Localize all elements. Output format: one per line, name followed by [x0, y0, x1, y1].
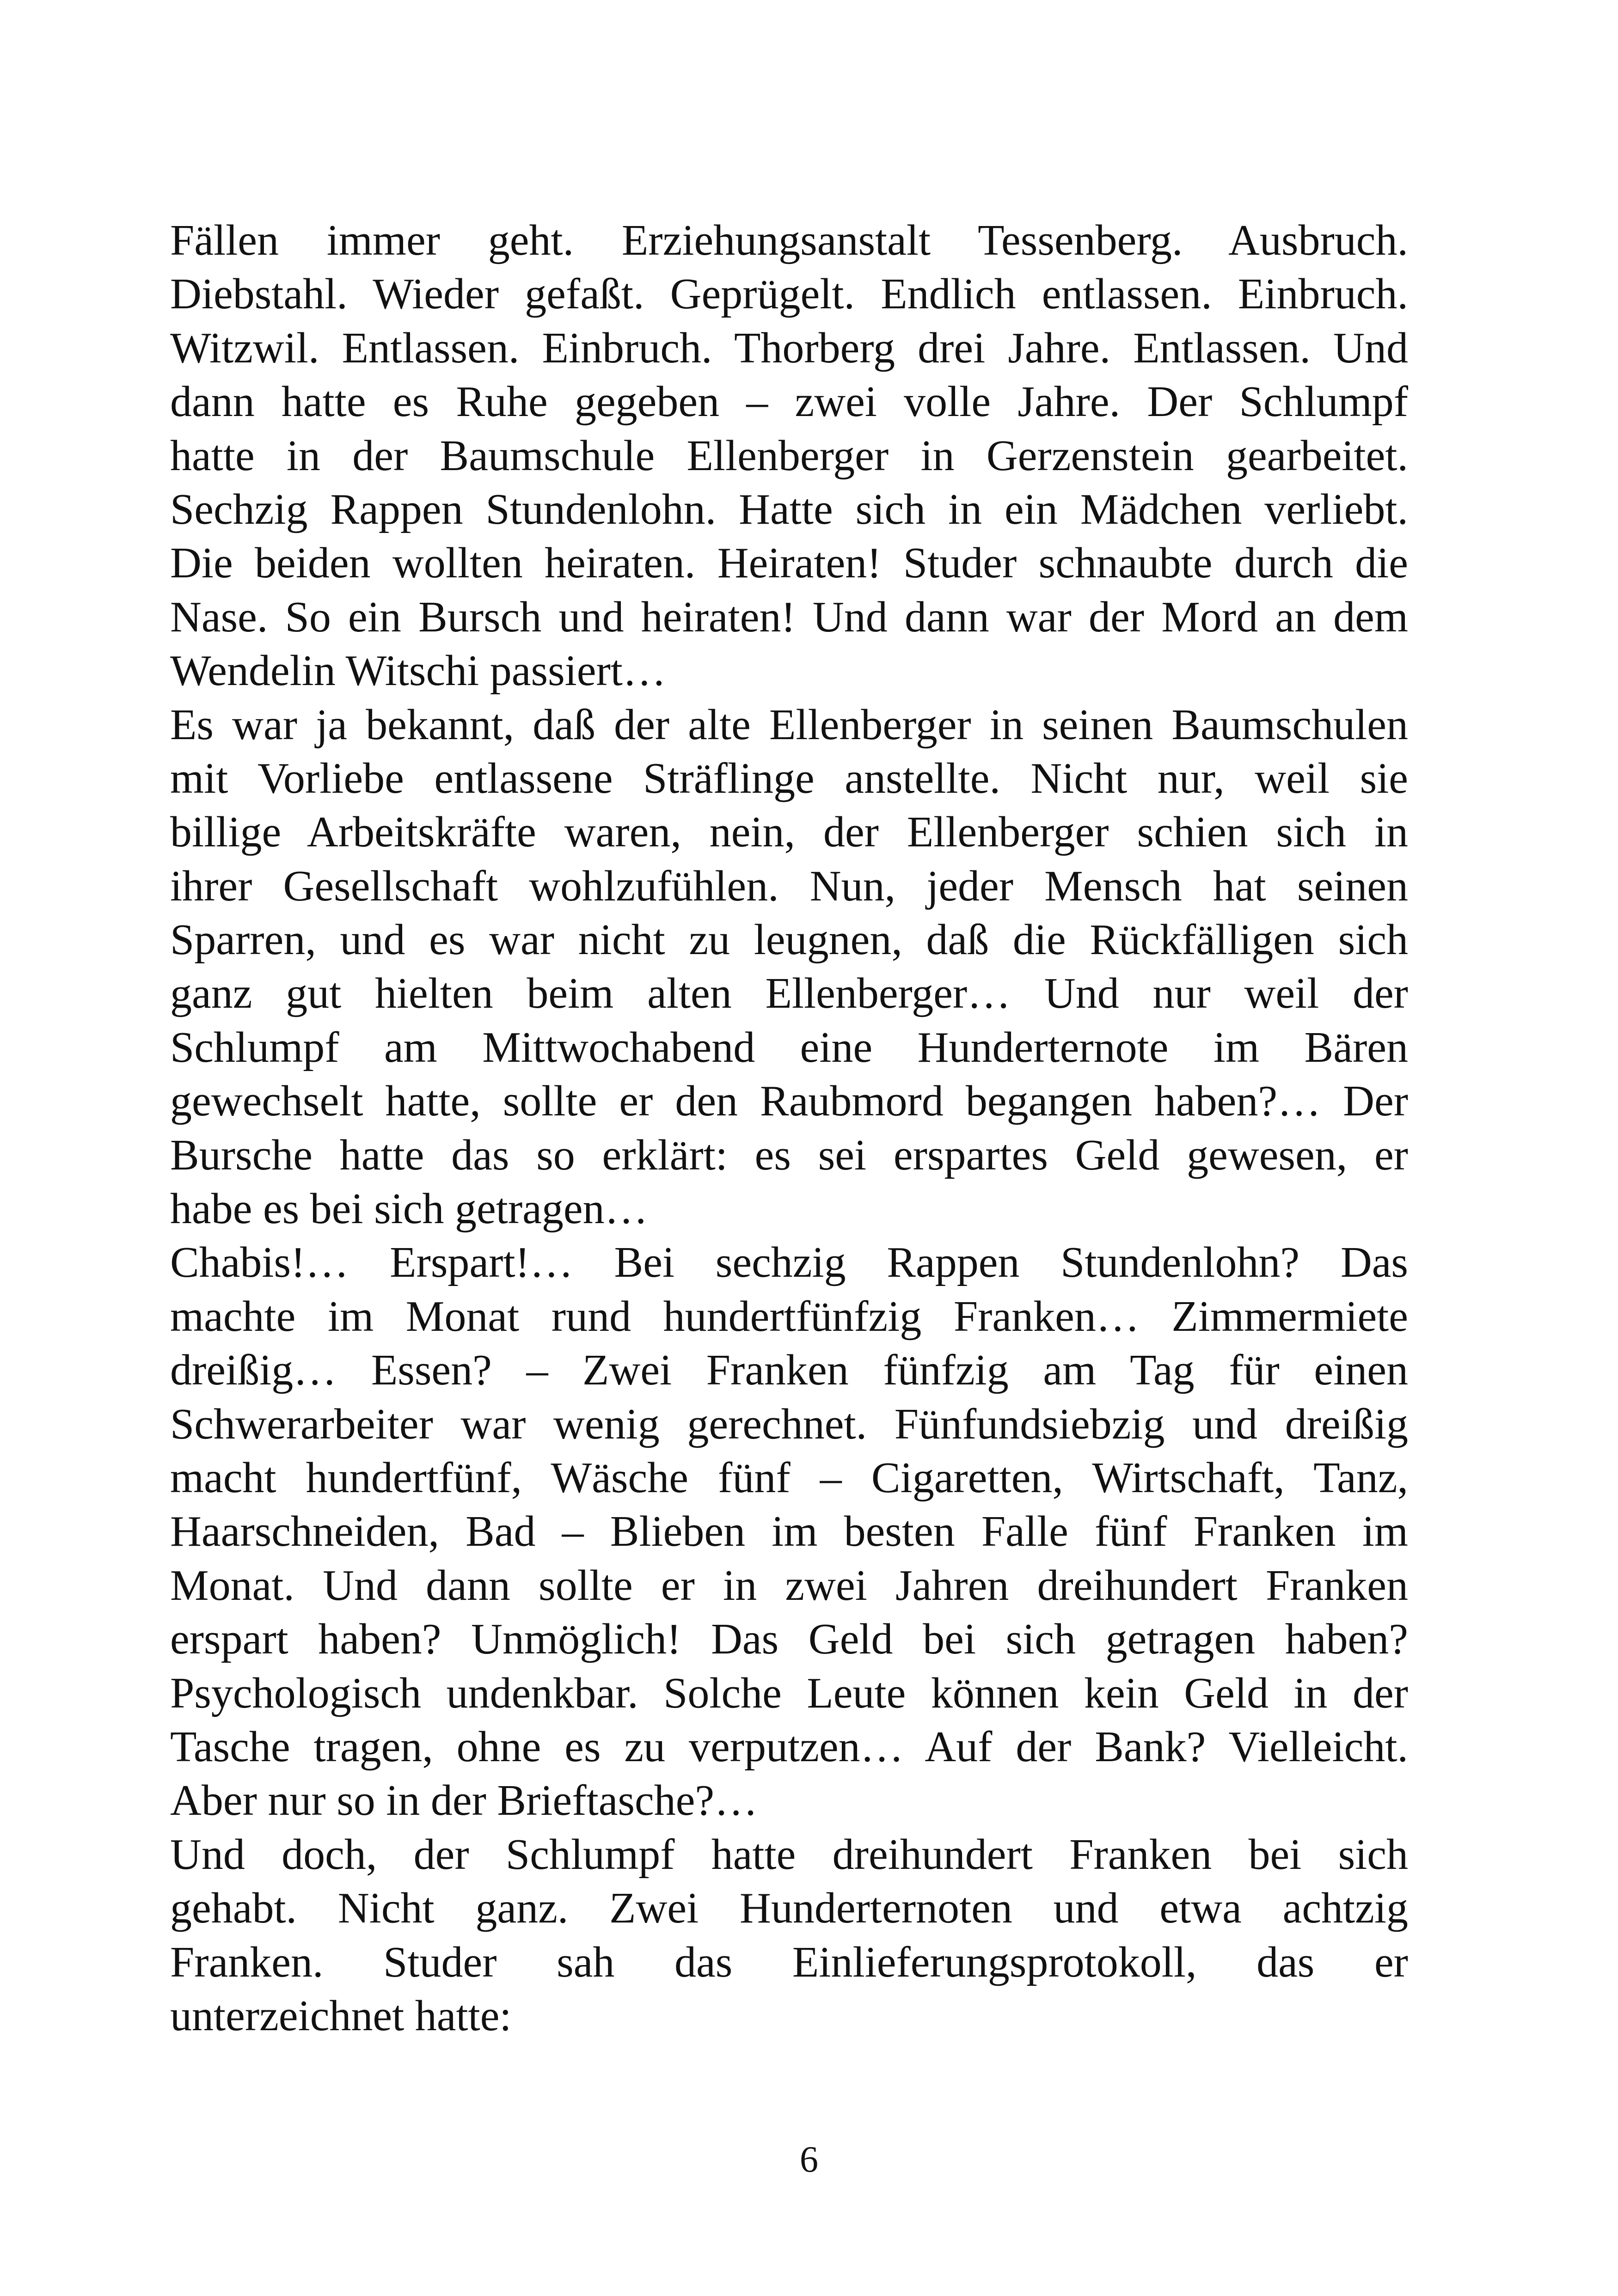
text-line: Monat. Und dann sollte er in zwei Jahren dreihundert Franken [170, 1561, 1408, 1610]
text-line: Tasche tragen, ohne es zu verputzen… Auf der Bank? Vielleicht. [170, 1722, 1408, 1771]
text-line: Fällen immer geht. Erziehungsanstalt Tessenberg. Ausbruch. [170, 216, 1408, 264]
text-line: Schlumpf am Mittwochabend eine Hunderternote im Bären [170, 1023, 1408, 1071]
text-line: dreißig… Essen? – Zwei Franken fünfzig am Tag für einen [170, 1346, 1408, 1395]
text-line: Sparren, und es war nicht zu leugnen, daß die Rückfälligen sich [170, 916, 1408, 964]
text-line: dann hatte es Ruhe gegeben – zwei volle Jahre. Der Schlumpf [170, 378, 1408, 426]
text-line: machte im Monat rund hundertfünfzig Franken… Zimmermiete [170, 1292, 1408, 1341]
text-line: Nase. So ein Bursch und heiraten! Und dann war der Mord an dem [170, 593, 1408, 641]
text-line: Es war ja bekannt, daß der alte Ellenberger in seinen Baumschulen [170, 700, 1408, 749]
paragraph-3 [170, 1236, 1408, 1827]
text-line: Und doch, der Schlumpf hatte dreihundert Franken bei sich [170, 1830, 1408, 1879]
text-line: gehabt. Nicht ganz. Zwei Hunderternoten und etwa achtzig [170, 1884, 1408, 1933]
text-line: Psychologisch undenkbar. Solche Leute können kein Geld in der [170, 1669, 1408, 1717]
page-number: 6 [800, 2139, 818, 2180]
text-line: erspart haben? Unmöglich! Das Geld bei sich getragen haben? [170, 1615, 1408, 1664]
text-line: habe es bei sich getragen… [170, 1185, 648, 1233]
text-line: billige Arbeitskräfte waren, nein, der Ellenberger schien sich in [170, 808, 1408, 857]
paragraph-2 [170, 698, 1408, 1236]
text-line: gewechselt hatte, sollte er den Raubmord begangen haben?… Der [170, 1077, 1408, 1126]
text-line: Sechzig Rappen Stundenlohn. Hatte sich in ein Mädchen verliebt. [170, 485, 1408, 533]
text-line: ihrer Gesellschaft wohlzufühlen. Nun, jeder Mensch hat seinen [170, 862, 1408, 910]
text-line: Schwerarbeiter war wenig gerechnet. Fünfundsiebzig und dreißig [170, 1400, 1408, 1448]
text-line: Haarschneiden, Bad – Blieben im besten Falle fünf Franken im [170, 1507, 1408, 1556]
text-line: Die beiden wollten heiraten. Heiraten! Studer schnaubte durch die [170, 539, 1408, 588]
paragraph-1 [170, 214, 1408, 698]
text-line: Aber nur so in der Brieftasche?… [170, 1776, 758, 1825]
text-line: ganz gut hielten beim alten Ellenberger… Und nur weil der [170, 969, 1408, 1018]
text-line: unterzeichnet hatte: [170, 1991, 512, 2040]
text-line: Diebstahl. Wieder gefaßt. Geprügelt. Endlich entlassen. Einbruch. [170, 270, 1408, 318]
text-line: Chabis!… Erspart!… Bei sechzig Rappen Stundenlohn? Das [170, 1238, 1408, 1287]
text-line: Bursche hatte das so erklärt: es sei erspartes Geld gewesen, er [170, 1131, 1408, 1179]
text-line: macht hundertfünf, Wäsche fünf – Cigaretten, Wirtschaft, Tanz, [170, 1453, 1408, 1502]
text-line: mit Vorliebe entlassene Sträflinge anstellte. Nicht nur, weil sie [170, 754, 1408, 802]
paragraph-4 [170, 1828, 1408, 2043]
text-line: hatte in der Baumschule Ellenberger in Gerzenstein gearbeitet. [170, 431, 1408, 480]
text-line: Franken. Studer sah das Einlieferungsprotokoll, das er [170, 1938, 1408, 1986]
text-line: Wendelin Witschi passiert… [170, 647, 666, 695]
text-line: Witzwil. Entlassen. Einbruch. Thorberg drei Jahre. Entlassen. Und [170, 324, 1408, 372]
body-text [170, 214, 1408, 2043]
